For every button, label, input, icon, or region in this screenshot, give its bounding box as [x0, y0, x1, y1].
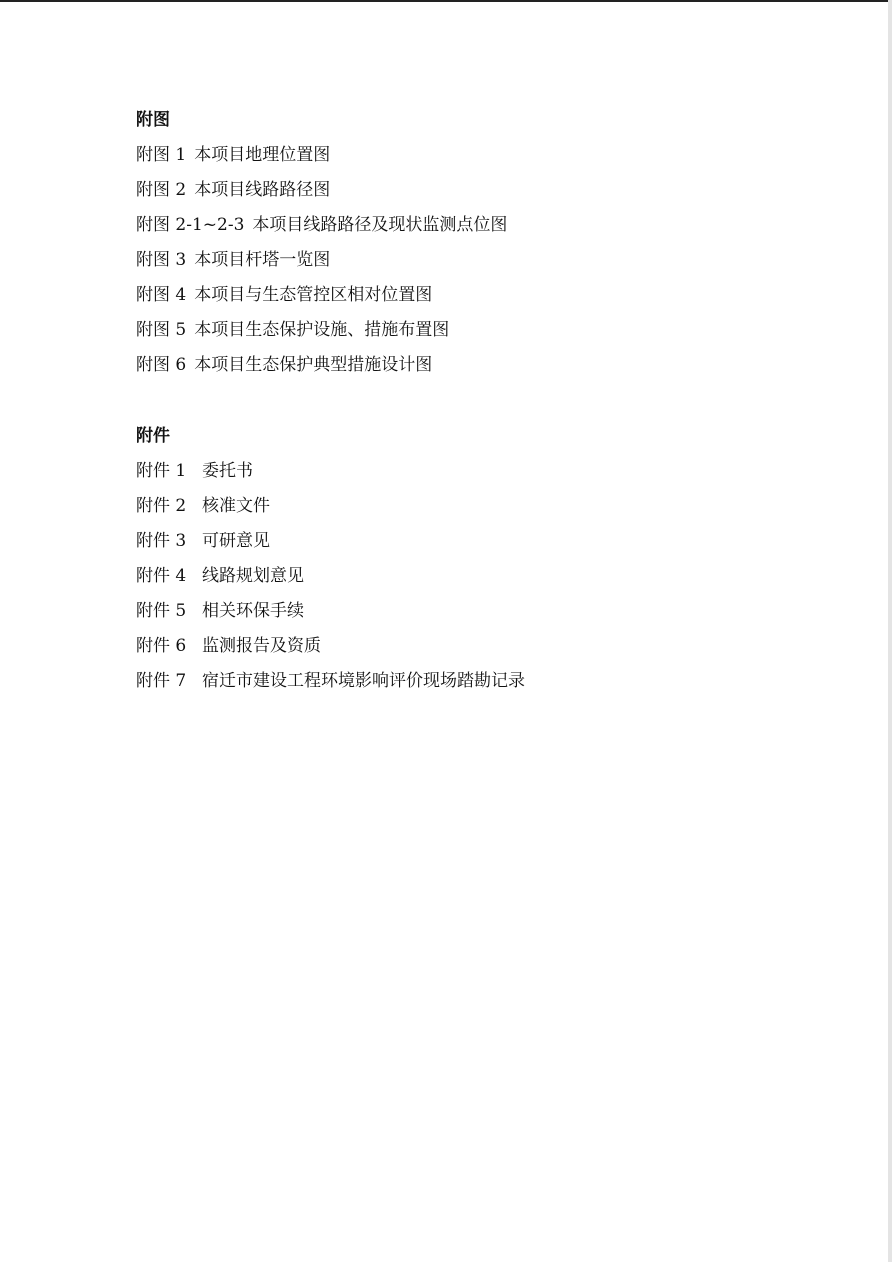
attachment-label: 附件 3 — [136, 531, 187, 551]
attachment-item — [136, 667, 836, 702]
attachments-heading: 附件 — [136, 426, 170, 446]
attachment-title: 线路规划意见 — [202, 566, 304, 586]
page-top-border — [0, 0, 892, 2]
figure-item — [136, 281, 836, 316]
attachment-item — [136, 562, 836, 597]
figure-title: 本项目杆塔一览图 — [194, 250, 331, 270]
attachment-label: 附件 2 — [136, 496, 187, 516]
figure-title: 本项目线路路径及现状监测点位图 — [252, 215, 508, 235]
figures-heading: 附图 — [136, 110, 170, 130]
figure-title: 本项目生态保护设施、措施布置图 — [194, 320, 450, 340]
figure-label: 附图 3 — [136, 250, 187, 270]
attachment-item — [136, 632, 836, 667]
figure-item — [136, 246, 836, 281]
figure-label: 附图 1 — [136, 145, 187, 165]
figure-item — [136, 176, 836, 211]
attachment-title: 核准文件 — [202, 496, 270, 516]
figure-item — [136, 141, 836, 176]
attachment-item — [136, 492, 836, 527]
page-right-edge — [888, 0, 892, 1262]
attachment-title: 相关环保手续 — [202, 601, 304, 621]
figure-label: 附图 6 — [136, 355, 187, 375]
attachment-title: 宿迁市建设工程环境影响评价现场踏勘记录 — [202, 671, 525, 691]
attachment-title: 监测报告及资质 — [202, 636, 321, 656]
attachments-section — [136, 422, 836, 702]
figure-title: 本项目生态保护典型措施设计图 — [194, 355, 433, 375]
attachment-label: 附件 4 — [136, 566, 187, 586]
section-spacer — [136, 386, 836, 422]
attachment-item — [136, 527, 836, 562]
figure-item — [136, 316, 836, 351]
figure-label: 附图 2-1~2-3 — [136, 215, 245, 235]
figure-item — [136, 351, 836, 386]
attachment-item — [136, 457, 836, 492]
attachment-label: 附件 1 — [136, 461, 187, 481]
figure-title: 本项目与生态管控区相对位置图 — [194, 285, 433, 305]
attachment-label: 附件 7 — [136, 671, 187, 691]
figure-label: 附图 5 — [136, 320, 187, 340]
attachment-title: 委托书 — [202, 461, 253, 481]
attachment-item — [136, 597, 836, 632]
appendix-list — [136, 106, 836, 702]
figures-section — [136, 106, 836, 386]
figure-label: 附图 4 — [136, 285, 187, 305]
figure-label: 附图 2 — [136, 180, 187, 200]
figure-title: 本项目地理位置图 — [194, 145, 331, 165]
attachment-label: 附件 5 — [136, 601, 187, 621]
attachment-label: 附件 6 — [136, 636, 187, 656]
figure-item — [136, 211, 836, 246]
figure-title: 本项目线路路径图 — [194, 180, 331, 200]
attachment-title: 可研意见 — [202, 531, 270, 551]
